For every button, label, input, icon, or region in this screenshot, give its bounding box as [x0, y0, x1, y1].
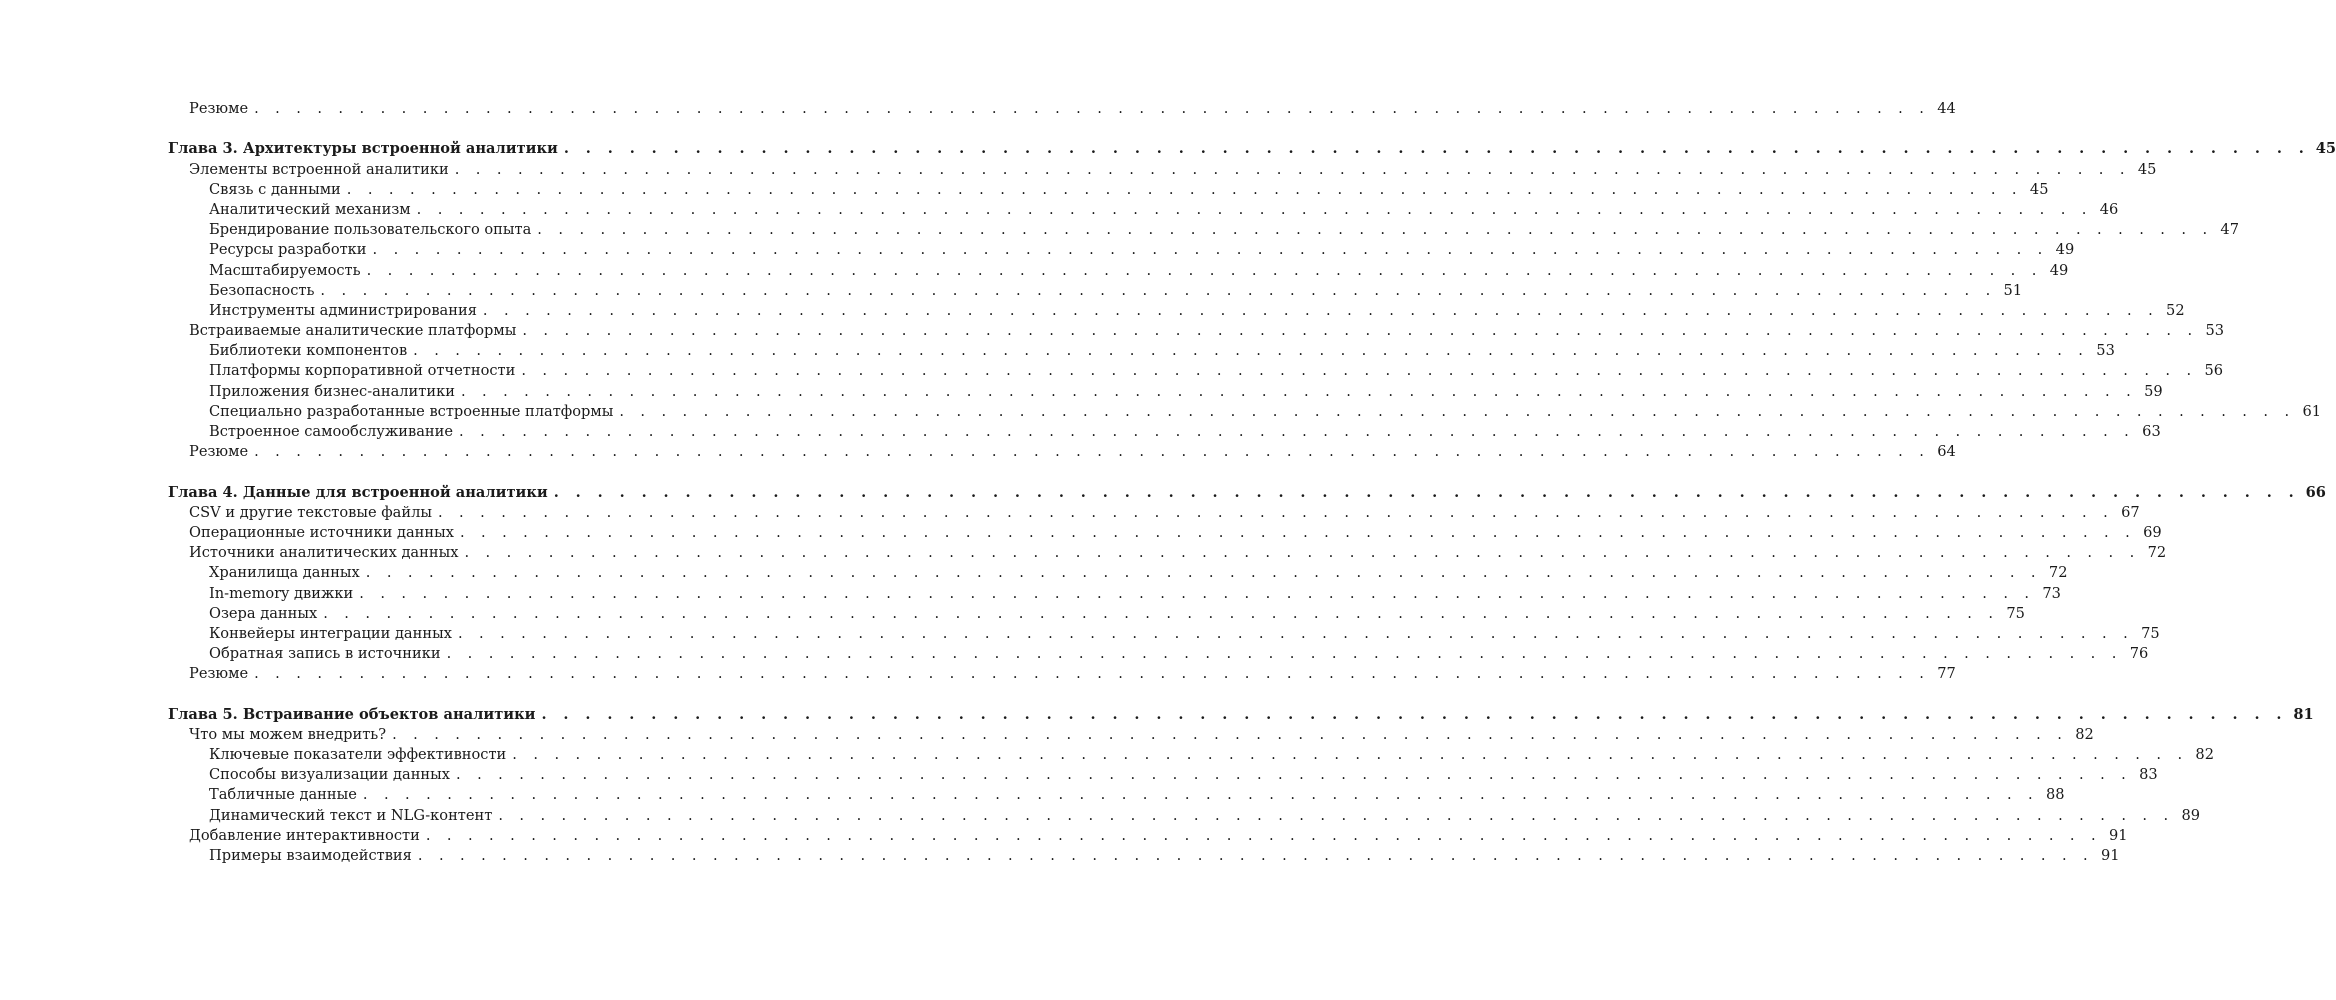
dot-leader: . . . . . . . . . . . . . . . . . . . . . . . . . . . . . . . . . . . . . . . . . . . . . . . . . . . . . . . . . . . . . . . . . . . . . . . . . . . . . . . .	[454, 160, 2131, 178]
toc-entry[interactable]	[168, 442, 1956, 462]
toc-entry[interactable]	[168, 301, 2185, 321]
table-of-contents	[168, 99, 2336, 866]
toc-entry-page-number: 88	[2046, 786, 2065, 804]
toc-entry-title: Глава 5. Встраивание объектов аналитики	[168, 705, 536, 723]
toc-entry[interactable]	[168, 321, 2225, 341]
dot-leader: . . . . . . . . . . . . . . . . . . . . . . . . . . . . . . . . . . . . . . . . . . . . . . . . . . . . . . . . . . . . . . . . . . . . . . . . . . . . . . . .	[437, 503, 2114, 521]
toc-entry-page-number: 53	[2205, 322, 2225, 340]
dot-leader: . . . . . . . . . . . . . . . . . . . . . . . . . . . . . . . . . . . . . . . . . . . . . . . . . . . . . . . . . . . . . . . . . . . . . . . . . . . . . . . .	[425, 826, 2102, 844]
toc-entry-page-number: 75	[2141, 624, 2160, 642]
dot-leader: . . . . . . . . . . . . . . . . . . . . . . . . . . . . . . . . . . . . . . . . . . . . . . . . . . . . . . . . . . . . . . . . . . . . . . . . . . . . . . . .	[459, 423, 2135, 440]
toc-entry-title: Встроенное самообслуживание	[209, 423, 454, 440]
toc-entry[interactable]	[168, 261, 2069, 281]
toc-entry-title: Масштабируемость	[209, 261, 361, 279]
toc-entry-page-number: 46	[2099, 200, 2119, 218]
toc-entry-page-number: 89	[2181, 806, 2201, 824]
toc-entry[interactable]	[168, 543, 2167, 563]
dot-leader: . . . . . . . . . . . . . . . . . . . . . . . . . . . . . . . . . . . . . . . . . . . . . . . . . . . . . . . . . . . . . . . . . . . . . . . . . . . . . . . .	[563, 140, 2310, 158]
toc-entry[interactable]	[168, 422, 2161, 442]
dot-leader: . . . . . . . . . . . . . . . . . . . . . . . . . . . . . . . . . . . . . . . . . . . . . . . . . . . . . . . . . . . . . . . . . . . . . . . . . . . . . . . .	[346, 180, 2023, 198]
dot-leader: . . . . . . . . . . . . . . . . . . . . . . . . . . . . . . . . . . . . . . . . . . . . . . . . . . . . . . . . . . . . . . . . . . . . . . . . . . . . . . . .	[366, 261, 2043, 279]
toc-entry-title: In-memory движки	[209, 584, 354, 602]
dot-leader: . . . . . . . . . . . . . . . . . . . . . . . . . . . . . . . . . . . . . . . . . . . . . . . . . . . . . . . . . . . . . . . . . . . . . . . . . . . . . . . .	[553, 483, 2300, 501]
dot-leader: . . . . . . . . . . . . . . . . . . . . . . . . . . . . . . . . . . . . . . . . . . . . . . . . . . . . . . . . . . . . . . . . . . . . . . . . . . . . . . . .	[460, 382, 2137, 400]
toc-chapter-entry[interactable]	[168, 139, 2336, 159]
toc-entry-page-number: 49	[2049, 261, 2069, 279]
toc-entry-title: Динамический текст и NLG-контент	[209, 806, 493, 824]
toc-entry[interactable]	[168, 382, 2163, 402]
toc-entry[interactable]	[168, 563, 2068, 583]
toc-chapter-entry[interactable]	[168, 483, 2326, 503]
toc-entry-title: Библиотеки компонентов	[209, 342, 408, 360]
dot-leader: . . . . . . . . . . . . . . . . . . . . . . . . . . . . . . . . . . . . . . . . . . . . . . . . . . . . . . . . . . . . . . . . . . . . . . . . . . . . . . . .	[619, 402, 2296, 420]
toc-entry-title: Аналитический механизм	[209, 200, 411, 218]
toc-chapter-entry[interactable]	[168, 705, 2314, 725]
toc-entry[interactable]	[168, 160, 2157, 180]
toc-entry-title: Безопасность	[209, 281, 315, 299]
toc-entry-title: Ключевые показатели эффективности	[209, 746, 507, 763]
toc-entry[interactable]	[168, 745, 2214, 765]
toc-entry-title: Способы визуализации данных	[209, 766, 450, 784]
toc-entry[interactable]	[168, 99, 1956, 119]
toc-entry-page-number: 66	[2305, 483, 2326, 501]
toc-entry[interactable]	[168, 725, 2094, 745]
toc-entry-title: Что мы можем внедрить?	[189, 725, 387, 743]
toc-entry[interactable]	[168, 604, 2025, 624]
dot-leader: . . . . . . . . . . . . . . . . . . . . . . . . . . . . . . . . . . . . . . . . . . . . . . . . . . . . . . . . . . . . . . . . . . . . . . . . . . . . . . . .	[464, 544, 2141, 562]
dot-leader: . . . . . . . . . . . . . . . . . . . . . . . . . . . . . . . . . . . . . . . . . . . . . . . . . . . . . . . . . . . . . . . . . . . . . . . . . . . . . . . .	[320, 281, 1997, 299]
toc-entry[interactable]	[168, 846, 2120, 866]
toc-entry-page-number: 82	[2195, 746, 2214, 763]
toc-entry-page-number: 72	[2048, 564, 2068, 582]
toc-entry[interactable]	[168, 281, 2023, 301]
toc-entry-title: Хранилища данных	[209, 564, 360, 582]
toc-entry-title: Инструменты администрирования	[209, 301, 477, 319]
toc-entry-title: Глава 3. Архитектуры встроенной аналитики	[168, 140, 558, 158]
toc-entry-title: Добавление интерактивности	[189, 826, 420, 844]
dot-leader: . . . . . . . . . . . . . . . . . . . . . . . . . . . . . . . . . . . . . . . . . . . . . . . . . . . . . . . . . . . . . . . . . . . . . . . . . . . . . . . .	[362, 786, 2039, 804]
toc-entry-title: Приложения бизнес-аналитики	[209, 382, 455, 400]
toc-entry-page-number: 81	[2293, 705, 2314, 723]
toc-entry-page-number: 51	[2003, 281, 2023, 299]
toc-entry[interactable]	[168, 240, 2075, 260]
dot-leader: . . . . . . . . . . . . . . . . . . . . . . . . . . . . . . . . . . . . . . . . . . . . . . . . . . . . . . . . . . . . . . . . . . . . . . . . . . . . . . . .	[254, 443, 1930, 461]
toc-entry-title: Источники аналитических данных	[189, 544, 459, 562]
toc-entry-page-number: 49	[2055, 241, 2075, 259]
toc-entry[interactable]	[168, 402, 2322, 422]
toc-entry-title: Озера данных	[209, 604, 318, 622]
toc-entry-page-number: 45	[2029, 180, 2049, 198]
toc-entry[interactable]	[168, 765, 2158, 785]
dot-leader: . . . . . . . . . . . . . . . . . . . . . . . . . . . . . . . . . . . . . . . . . . . . . . . . . . . . . . . . . . . . . . . . . . . . . . . . . . . . . . . .	[254, 100, 1930, 117]
dot-leader: . . . . . . . . . . . . . . . . . . . . . . . . . . . . . . . . . . . . . . . . . . . . . . . . . . . . . . . . . . . . . . . . . . . . . . . . . . . . . . . .	[254, 665, 1930, 683]
toc-entry-title: Встраиваемые аналитические платформы	[189, 322, 517, 340]
toc-entry-page-number: 56	[2204, 362, 2224, 380]
toc-entry-page-number: 59	[2144, 382, 2163, 400]
toc-entry-title: Резюме	[189, 100, 249, 117]
toc-entry-title: Глава 4. Данные для встроенной аналитики	[168, 483, 548, 501]
toc-entry-title: Элементы встроенной аналитики	[189, 160, 449, 178]
toc-entry-page-number: 64	[1937, 443, 1956, 461]
toc-entry[interactable]	[168, 220, 2239, 240]
dot-leader: . . . . . . . . . . . . . . . . . . . . . . . . . . . . . . . . . . . . . . . . . . . . . . . . . . . . . . . . . . . . . . . . . . . . . . . . . . . . . . . .	[417, 846, 2094, 864]
dot-leader: . . . . . . . . . . . . . . . . . . . . . . . . . . . . . . . . . . . . . . . . . . . . . . . . . . . . . . . . . . . . . . . . . . . . . . . . . . . . . . . .	[456, 766, 2132, 784]
toc-entry-title: Специально разработанные встроенные платформы	[209, 402, 614, 420]
toc-entry-page-number: 67	[2121, 503, 2140, 521]
toc-entry-page-number: 44	[1937, 100, 1956, 117]
toc-entry-page-number: 69	[2143, 523, 2162, 541]
toc-entry-page-number: 53	[2096, 342, 2115, 360]
toc-entry-title: Операционные источники данных	[189, 523, 454, 541]
dot-leader: . . . . . . . . . . . . . . . . . . . . . . . . . . . . . . . . . . . . . . . . . . . . . . . . . . . . . . . . . . . . . . . . . . . . . . . . . . . . . . . .	[457, 624, 2134, 642]
toc-entry-title: Брендирование пользовательского опыта	[209, 221, 532, 239]
toc-entry-title: Платформы корпоративной отчетности	[209, 362, 516, 380]
toc-entry-page-number: 75	[2006, 604, 2025, 622]
toc-entry[interactable]	[168, 341, 2115, 361]
toc-entry-title: Обратная запись в источники	[209, 645, 441, 663]
toc-entry-title: Резюме	[189, 665, 249, 683]
toc-entry[interactable]	[168, 180, 2049, 200]
toc-entry-page-number: 45	[2315, 140, 2336, 158]
toc-entry[interactable]	[168, 644, 2149, 664]
dot-leader: . . . . . . . . . . . . . . . . . . . . . . . . . . . . . . . . . . . . . . . . . . . . . . . . . . . . . . . . . . . . . . . . . . . . . . . . . . . . . . . .	[365, 564, 2042, 582]
dot-leader: . . . . . . . . . . . . . . . . . . . . . . . . . . . . . . . . . . . . . . . . . . . . . . . . . . . . . . . . . . . . . . . . . . . . . . . . . . . . . . . .	[459, 523, 2136, 541]
dot-leader: . . . . . . . . . . . . . . . . . . . . . . . . . . . . . . . . . . . . . . . . . . . . . . . . . . . . . . . . . . . . . . . . . . . . . . . . . . . . . . . .	[359, 584, 2035, 602]
toc-entry-page-number: 72	[2147, 544, 2167, 562]
toc-entry[interactable]	[168, 200, 2119, 220]
toc-entry-title: Табличные данные	[209, 786, 357, 804]
dot-leader: . . . . . . . . . . . . . . . . . . . . . . . . . . . . . . . . . . . . . . . . . . . . . . . . . . . . . . . . . . . . . . . . . . . . . . . . . . . . . . . .	[416, 200, 2093, 218]
toc-entry-title: Конвейеры интеграции данных	[209, 624, 452, 642]
toc-entry-page-number: 52	[2166, 301, 2185, 319]
dot-leader: . . . . . . . . . . . . . . . . . . . . . . . . . . . . . . . . . . . . . . . . . . . . . . . . . . . . . . . . . . . . . . . . . . . . . . . . . . . . . . . .	[372, 241, 2049, 259]
dot-leader: . . . . . . . . . . . . . . . . . . . . . . . . . . . . . . . . . . . . . . . . . . . . . . . . . . . . . . . . . . . . . . . . . . . . . . . . . . . . . . . .	[482, 301, 2159, 319]
dot-leader: . . . . . . . . . . . . . . . . . . . . . . . . . . . . . . . . . . . . . . . . . . . . . . . . . . . . . . . . . . . . . . . . . . . . . . . . . . . . . . . .	[323, 604, 1999, 622]
toc-entry[interactable]	[168, 503, 2140, 523]
toc-entry-page-number: 91	[2108, 826, 2128, 844]
toc-entry-page-number: 76	[2129, 645, 2149, 663]
toc-entry-page-number: 45	[2137, 160, 2157, 178]
toc-entry-page-number: 91	[2101, 846, 2120, 864]
dot-leader: . . . . . . . . . . . . . . . . . . . . . . . . . . . . . . . . . . . . . . . . . . . . . . . . . . . . . . . . . . . . . . . . . . . . . . . . . . . . . . . .	[446, 645, 2123, 663]
toc-entry-page-number: 63	[2142, 423, 2161, 440]
dot-leader: . . . . . . . . . . . . . . . . . . . . . . . . . . . . . . . . . . . . . . . . . . . . . . . . . . . . . . . . . . . . . . . . . . . . . . . . . . . . . . . .	[512, 746, 2188, 763]
toc-entry-page-number: 77	[1937, 665, 1956, 683]
toc-entry[interactable]	[168, 826, 2128, 846]
toc-entry[interactable]	[168, 523, 2162, 543]
dot-leader: . . . . . . . . . . . . . . . . . . . . . . . . . . . . . . . . . . . . . . . . . . . . . . . . . . . . . . . . . . . . . . . . . . . . . . . . . . . . . . . .	[413, 342, 2089, 360]
toc-entry-page-number: 82	[2075, 725, 2094, 743]
toc-entry-page-number: 61	[2302, 402, 2322, 420]
dot-leader: . . . . . . . . . . . . . . . . . . . . . . . . . . . . . . . . . . . . . . . . . . . . . . . . . . . . . . . . . . . . . . . . . . . . . . . . . . . . . . . .	[392, 725, 2068, 743]
toc-entry[interactable]	[168, 584, 2061, 604]
toc-entry[interactable]	[168, 664, 1956, 684]
toc-entry[interactable]	[168, 361, 2224, 381]
toc-entry-title: Связь с данными	[209, 180, 341, 198]
dot-leader: . . . . . . . . . . . . . . . . . . . . . . . . . . . . . . . . . . . . . . . . . . . . . . . . . . . . . . . . . . . . . . . . . . . . . . . . . . . . . . . .	[537, 221, 2213, 239]
dot-leader: . . . . . . . . . . . . . . . . . . . . . . . . . . . . . . . . . . . . . . . . . . . . . . . . . . . . . . . . . . . . . . . . . . . . . . . . . . . . . . . .	[522, 322, 2199, 340]
dot-leader: . . . . . . . . . . . . . . . . . . . . . . . . . . . . . . . . . . . . . . . . . . . . . . . . . . . . . . . . . . . . . . . . . . . . . . . . . . . . . . . .	[541, 705, 2288, 723]
toc-entry-page-number: 73	[2042, 584, 2061, 602]
toc-entry-title: Ресурсы разработки	[209, 241, 367, 259]
toc-entry-page-number: 47	[2220, 221, 2239, 239]
toc-entry-title: Примеры взаимодействия	[209, 846, 412, 864]
toc-entry[interactable]	[168, 785, 2065, 805]
toc-entry[interactable]	[168, 624, 2160, 644]
dot-leader: . . . . . . . . . . . . . . . . . . . . . . . . . . . . . . . . . . . . . . . . . . . . . . . . . . . . . . . . . . . . . . . . . . . . . . . . . . . . . . . .	[498, 806, 2175, 824]
dot-leader: . . . . . . . . . . . . . . . . . . . . . . . . . . . . . . . . . . . . . . . . . . . . . . . . . . . . . . . . . . . . . . . . . . . . . . . . . . . . . . . .	[521, 362, 2198, 380]
toc-entry-page-number: 83	[2139, 766, 2158, 784]
toc-entry[interactable]	[168, 806, 2201, 826]
toc-entry-title: CSV и другие текстовые файлы	[189, 503, 432, 521]
toc-entry-title: Резюме	[189, 443, 249, 461]
